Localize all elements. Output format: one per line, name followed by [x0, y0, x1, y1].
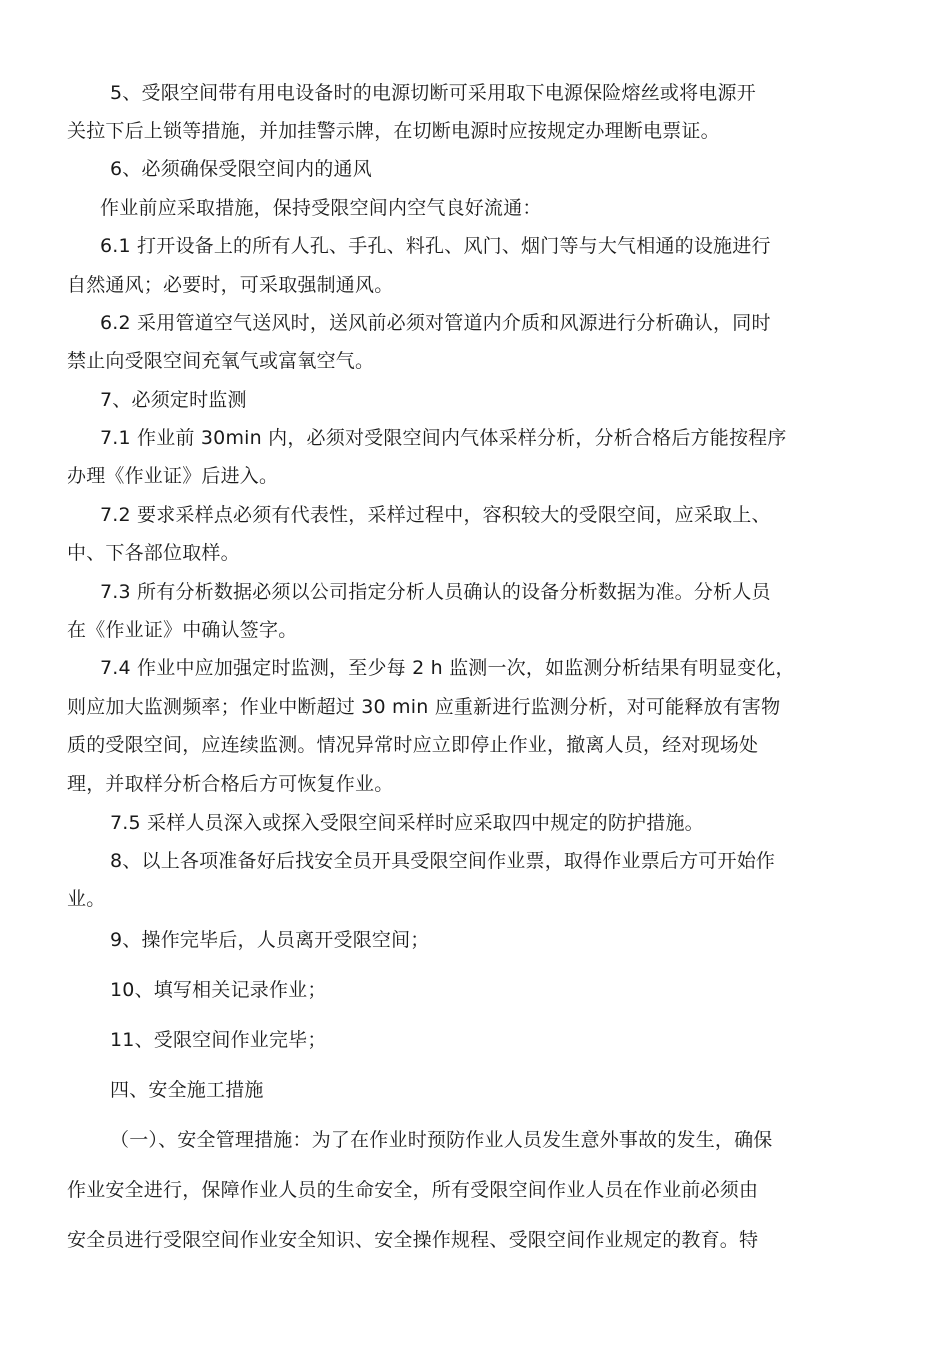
text-line: 作业安全进行，保障作业人员的生命安全，所有受限空间作业人员在作业前必须由 [67, 1179, 759, 1201]
section-heading: 四、安全施工措施 [110, 1079, 264, 1101]
text-line: 在《作业证》中确认签字。 [67, 619, 298, 641]
text-line: 7.3 所有分析数据必须以公司指定分析人员确认的设备分析数据为准。分析人员 [100, 581, 771, 603]
text-line: 中、下各部位取样。 [67, 542, 240, 564]
text-line: 理，并取样分析合格后方可恢复作业。 [67, 773, 394, 795]
text-line: 6.2 采用管道空气送风时，送风前必须对管道内介质和风源进行分析确认，同时 [100, 312, 771, 334]
text-line: 关拉下后上锁等措施，并加挂警示牌，在切断电源时应按规定办理断电票证。 [67, 120, 720, 142]
text-line: （一）、安全管理措施：为了在作业时预防作业人员发生意外事故的发生，确保 [110, 1129, 773, 1151]
list-item: 9、操作完毕后，人员离开受限空间； [110, 929, 430, 951]
text-line: 业。 [67, 888, 106, 910]
text-line: 安全员进行受限空间作业安全知识、安全操作规程、受限空间作业规定的教育。特 [67, 1229, 759, 1251]
text-line: 禁止向受限空间充氧气或富氧空气。 [67, 350, 375, 372]
text-line: 质的受限空间，应连续监测。情况异常时应立即停止作业，撤离人员，经对现场处 [67, 734, 759, 756]
list-item: 10、填写相关记录作业； [110, 979, 327, 1001]
text-line: 5、受限空间带有用电设备时的电源切断可采用取下电源保险熔丝或将电源开 [110, 82, 756, 104]
text-line: 自然通风；必要时，可采取强制通风。 [67, 274, 394, 296]
text-line: 办理《作业证》后进入。 [67, 465, 279, 487]
list-item: 11、受限空间作业完毕； [110, 1029, 327, 1051]
section-heading: 7、必须定时监测 [100, 389, 247, 411]
text-line: 8、以上各项准备好后找安全员开具受限空间作业票，取得作业票后方可开始作 [110, 850, 776, 872]
section-heading: 6、必须确保受限空间内的通风 [110, 158, 372, 180]
text-line: 7.4 作业中应加强定时监测，至少每 2 h 监测一次，如监测分析结果有明显变化， [100, 657, 795, 679]
text-line: 7.1 作业前 30min 内，必须对受限空间内气体采样分析，分析合格后方能按程序 [100, 427, 787, 449]
text-line: 7.5 采样人员深入或探入受限空间采样时应采取四中规定的防护措施。 [110, 812, 704, 834]
text-line: 作业前应采取措施，保持受限空间内空气良好流通： [100, 197, 542, 219]
text-line: 6.1 打开设备上的所有人孔、手孔、料孔、风门、烟门等与大气相通的设施进行 [100, 235, 771, 257]
text-line: 则应加大监测频率；作业中断超过 30 min 应重新进行监测分析，对可能释放有害物 [67, 696, 781, 718]
text-line: 7.2 要求采样点必须有代表性，采样过程中，容积较大的受限空间，应采取上、 [100, 504, 771, 526]
